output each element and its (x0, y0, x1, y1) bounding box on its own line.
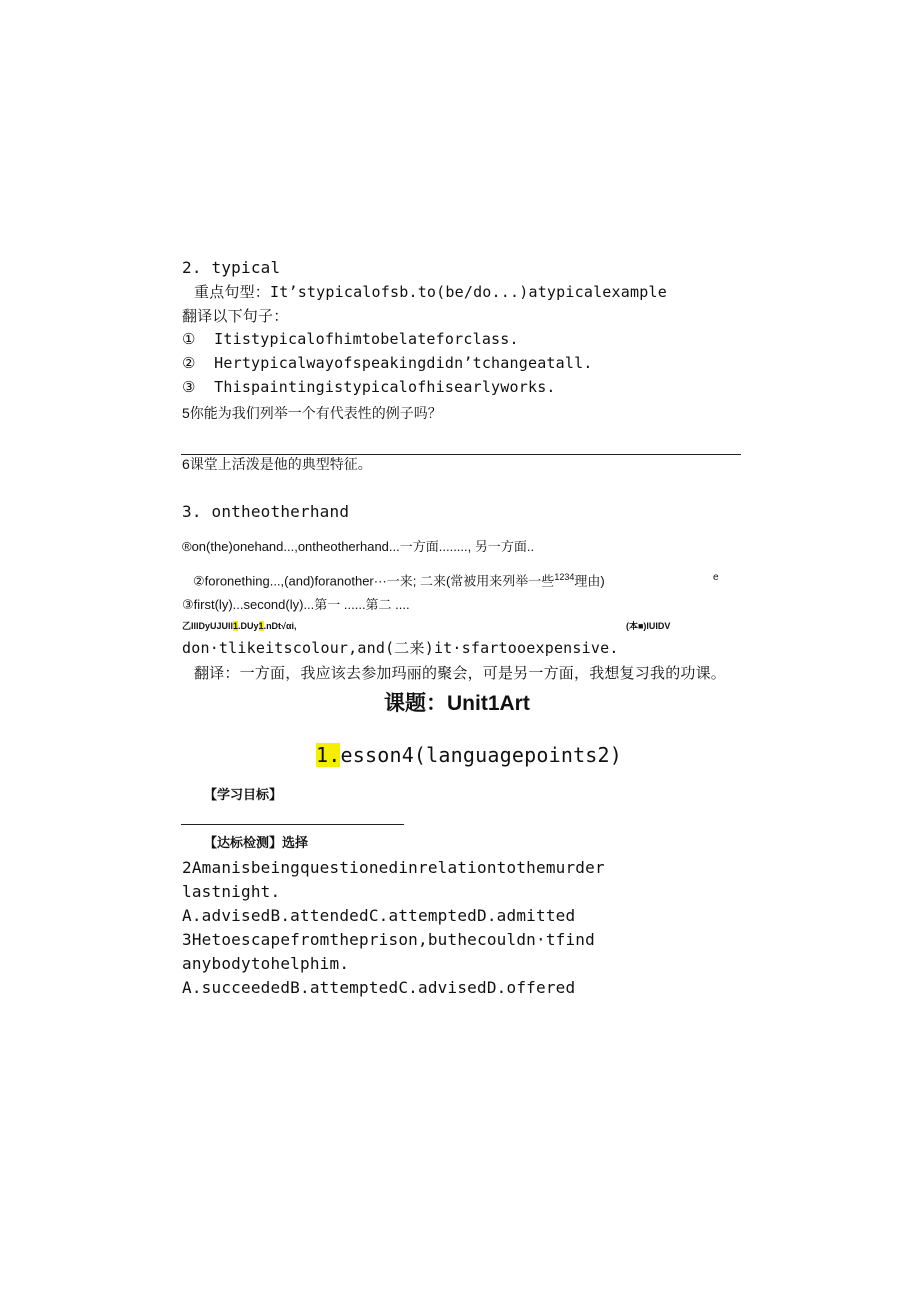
translate-prompt: 翻译：一方面，我应该去参加玛丽的聚会，可是另一方面，我想复习我的功课。 (194, 664, 727, 682)
phrase-line-2-main: ②foronething...,(and)foranother···一来; 二来(常被用来列举一些 (193, 573, 555, 589)
sentence-number: ① (182, 330, 196, 348)
margin-mark: e (713, 572, 719, 583)
sentence-number: ② (182, 354, 196, 372)
sentence-number: ③ (182, 378, 196, 396)
section2-heading: 2. typical (182, 258, 281, 277)
garbled-text-right: (本■)lUIDV (626, 621, 671, 631)
phrase-superscript: 1234 (554, 572, 575, 582)
question-6: 6课堂上活泼是他的典型特征。 (182, 456, 372, 472)
highlight-mark: 1 (233, 621, 239, 631)
phrase-line-3: ③first(ly)...second(ly)...第一 ......第二 .... (182, 597, 410, 612)
translate-label: 翻译以下句子： (182, 307, 289, 325)
phrase-line-1: ®on(the)onehand...,ontheotherhand...一方面........, 另一方面.. (182, 539, 535, 554)
example-sentence: don·tlikeitscolour,and(二来)it·sfartooexpensive. (182, 639, 619, 657)
check-label: 【达标检测】选择 (204, 835, 309, 850)
question-2-options: A.advisedB.attendedC.attemptedD.admitted (182, 906, 576, 925)
question-3-line-1: 3Hetoescapefromtheprison,buthecouldn·tfind (182, 930, 595, 949)
sentence-1 (182, 331, 519, 348)
lesson-subtitle-text: esson4(languagepoints2) (340, 743, 623, 767)
sentence-3 (182, 379, 556, 396)
garbled-text (182, 622, 297, 632)
goals-line (181, 824, 404, 825)
answer-line (181, 454, 741, 455)
sentence-text: Itistypicalofhimtobelateforclass. (214, 330, 519, 348)
section2-pattern: 重点句型：It’stypicalofsb.to(be/do...)atypicalexample (194, 283, 667, 301)
sentence-text: Thispaintingistypicalofhisearlyworks. (214, 378, 556, 396)
question-3-options: A.succeededB.attemptedC.advisedD.offered (182, 978, 576, 997)
garbled-part: 乙IllDyUJUll (182, 621, 234, 631)
lesson-title: 课题：Unit1Art (384, 692, 530, 715)
highlight-mark: 1 (258, 621, 264, 631)
question-3-line-2: anybodytohelphim. (182, 954, 350, 973)
goals-label: 【学习目标】 (204, 787, 283, 802)
lesson-subtitle (316, 744, 622, 766)
question-2-line-2: lastnight. (182, 882, 281, 901)
phrase-line-2 (193, 573, 605, 589)
sentence-2 (182, 355, 593, 372)
section3-heading: 3. ontheotherhand (182, 502, 350, 521)
question-2-line-1: 2Amanisbeingquestionedinrelationtothemurder (182, 858, 605, 877)
question-5: 5你能为我们列举一个有代表性的例子吗？ (182, 405, 442, 421)
garbled-part: .nDt√αi, (263, 621, 297, 631)
sentence-text: Hertypicalwayofspeakingdidn’tchangeatall. (214, 354, 593, 372)
phrase-line-2-end: 理由) (574, 573, 605, 589)
garbled-part: .DUy (238, 621, 259, 631)
highlight-mark: 1. (316, 743, 341, 767)
